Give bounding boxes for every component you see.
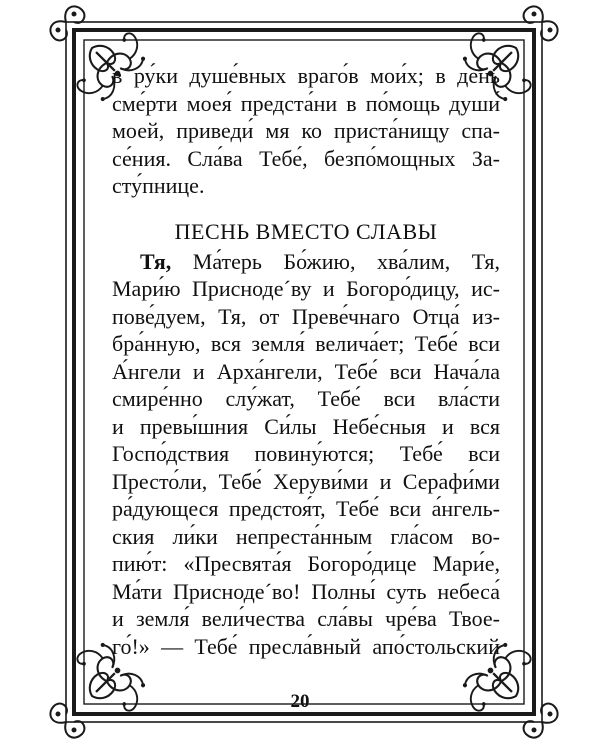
word: в [346,90,357,116]
word: сту́пнице. [112,173,205,198]
word: чре́ва [385,606,437,631]
word: ли́ки [172,523,218,549]
word: ския [112,523,155,549]
word: и [379,468,392,494]
word: смире́нно [112,386,203,411]
word: и [112,606,124,631]
word: слу́жат, [225,386,295,411]
word: мя [265,118,290,143]
word: Сла́ва [187,145,243,171]
word: во- [471,523,500,549]
word: моей, [112,118,165,143]
word: Тя, [471,248,500,274]
word: вси [468,331,500,356]
word: безпо́мощных [324,145,456,171]
word: Богоро́дицу, [346,276,460,301]
word: ко [301,118,322,143]
paragraph-1 [112,62,500,200]
word: велича́ет; [315,331,405,356]
word: предстоя́т, [228,496,326,521]
text-line [112,605,500,633]
word: вси [383,386,416,411]
word: по́мощь [365,90,440,116]
word: го́!» [112,633,150,659]
word: Тебе́ [194,633,238,659]
word: вси [389,358,422,384]
word: Си́лы [264,413,317,439]
word: от [258,303,280,329]
word: моея́ [186,90,232,116]
word: предста́ни [240,90,338,116]
word: А́нгели [112,358,181,384]
word: Тебе́ [414,331,458,356]
word: пию́т: [112,551,168,576]
word: и [322,276,335,301]
word: в [435,63,446,88]
word: день [457,63,500,88]
word: ру́ки [133,63,178,88]
word: и [441,413,454,439]
word: и [112,413,124,439]
word: суть [386,578,427,604]
word: вся [210,331,241,356]
word: Нача́ла [433,358,500,384]
word: Бо́жию, [283,248,356,274]
text-line [112,117,500,145]
word: Тебе́ [317,386,361,411]
word: се́ния. [112,145,171,171]
word: — [161,633,184,659]
word: из- [472,303,500,329]
word: сме́рти [112,90,178,116]
word: хва́лим, [376,248,451,274]
paragraph-2 [112,248,500,661]
word: души́ [449,90,500,116]
word: Тебе́ [399,441,443,466]
text-line [112,172,500,200]
text-line [112,62,500,90]
word: превы́шния [139,413,249,439]
word: «Пресвята́я [183,551,292,576]
text-line [112,248,500,276]
word: вся [469,413,500,439]
word: Мари́ю [112,276,181,301]
word: Тя, [218,303,247,329]
text-line [112,358,500,386]
word: Ма́терь [192,248,262,274]
word: вси [468,441,500,466]
prayer-text [112,62,500,660]
word: Херуви́ми [273,468,369,494]
word: Тебе́ [334,358,378,384]
text-line [112,90,500,118]
text-line [112,303,500,331]
word: земля́ [251,331,305,356]
text-line [112,633,500,661]
word: Богоро́дице [307,551,417,576]
text-line [112,550,500,578]
word: приведи́ [176,118,254,143]
word: Тебе́, [259,145,308,171]
word: а́нгель- [431,496,500,521]
word: небеса́ [437,578,500,604]
text-line [112,495,500,523]
text-line [112,578,500,606]
word: вла́сти [438,386,500,411]
word: ис- [471,276,500,301]
word: Небе́сныя [332,413,426,439]
word: вси [389,496,422,521]
text-line [112,440,500,468]
word: Твое- [449,606,500,631]
word: повину́ются; [254,441,375,466]
text-line [112,413,500,441]
word: пове́дуем, [112,303,206,329]
word: Тебе́ [218,468,262,494]
text-line [112,385,500,413]
word: Отца́ [412,303,460,329]
word: сла́вы [317,606,373,631]
word: в [112,63,123,88]
word: Арха́нгели, [216,358,323,384]
word: непреста́нным [235,523,373,549]
word: ра́дующеся [112,496,219,521]
page-number: 20 [290,691,310,712]
word: бра́нную, [112,331,201,356]
text-line [112,468,500,496]
word: Престо́ли, [112,468,208,494]
word: враго́в [297,63,359,88]
word: Госпо́дствия [112,441,230,466]
initial-word: Тя, [140,248,172,274]
word: Приснодe´ву [191,276,312,301]
word: Мари́е, [432,551,500,576]
word: Серафи́ми [402,468,500,494]
word: спа- [461,118,500,143]
text-line [112,523,500,551]
section-heading: ПЕСНЬ ВМЕСТО СЛАВЫ [174,218,438,244]
word: Тебе́ [335,496,380,521]
word: Преве́чнаго [291,303,401,329]
word: Ма́ти [112,578,163,604]
text-line [112,330,500,358]
word: Приснодe´во! [173,578,301,604]
word: земля́ [135,606,190,631]
word: приста́нищу [333,118,450,143]
word: и [192,358,205,384]
word: гла́сом [390,523,454,549]
word: душе́вных [189,63,287,88]
word: вели́чества [201,606,306,631]
word: За- [471,145,500,171]
text-line [112,275,500,303]
word: Полны́ [311,578,376,604]
word: мои́х; [370,63,424,88]
word: апо́стольский [372,633,500,659]
text-line [112,145,500,173]
word: пресла́вный [248,633,362,659]
